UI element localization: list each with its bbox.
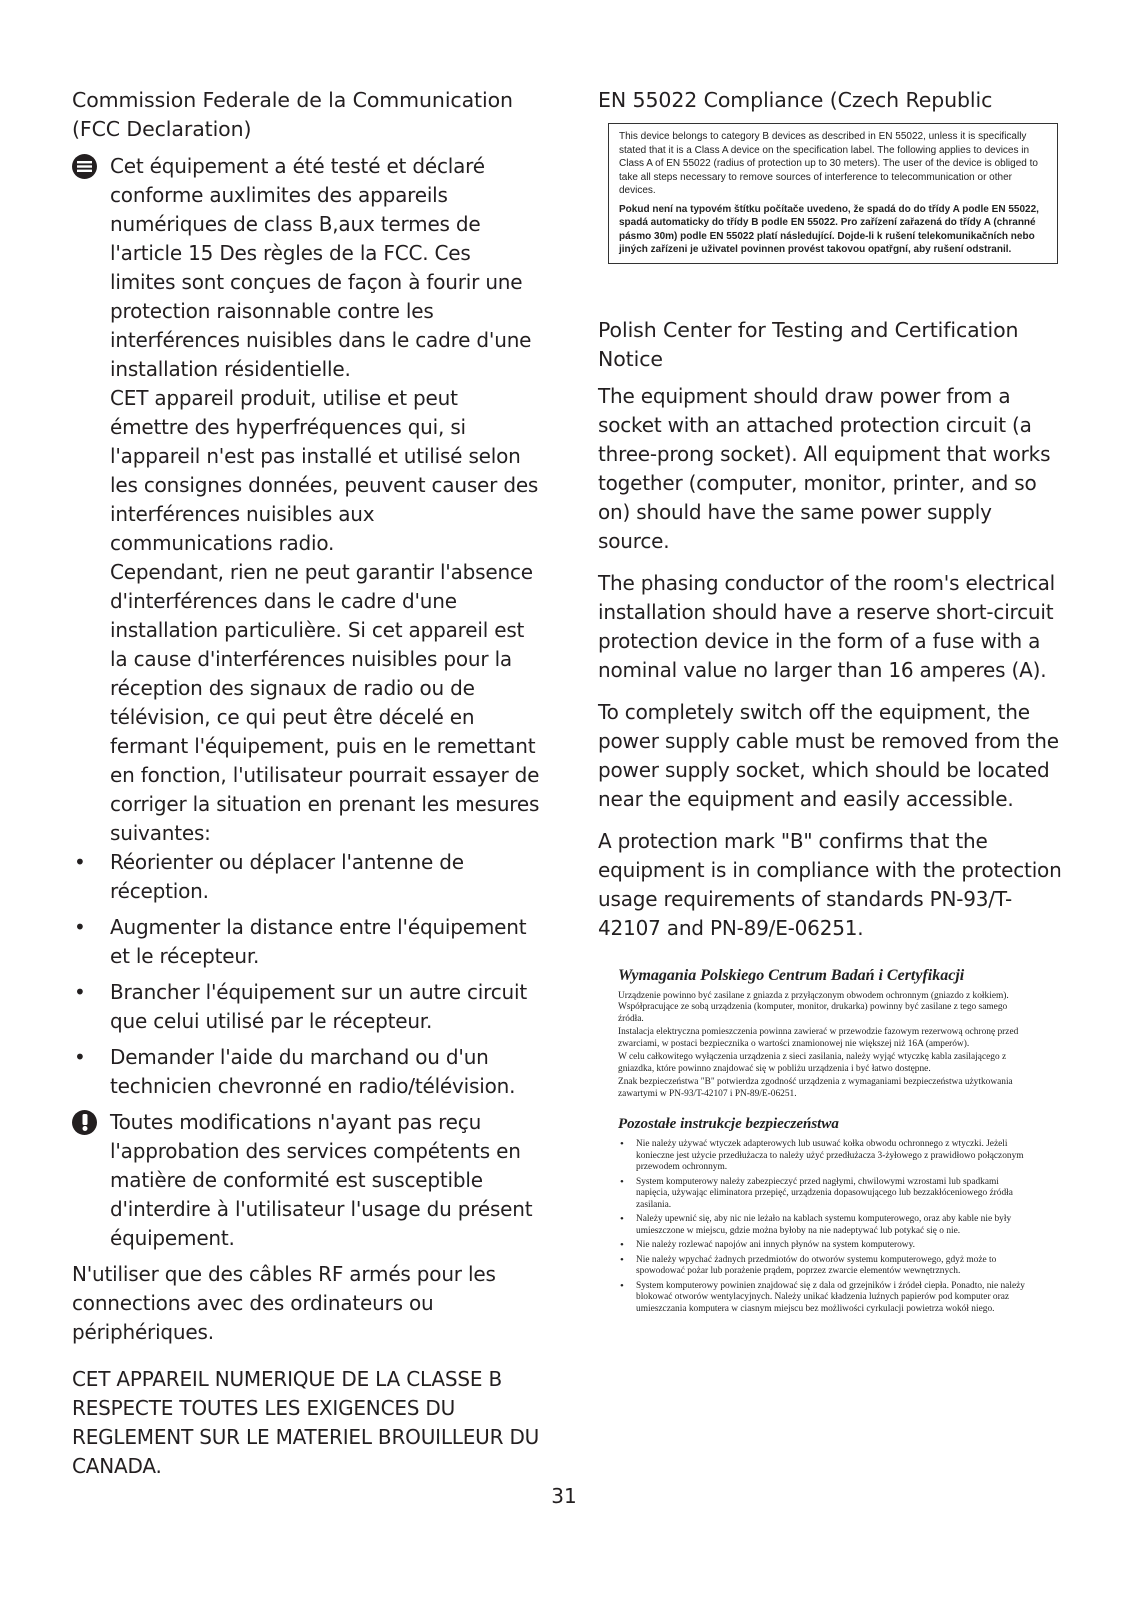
bullet-marker: • [74, 1045, 86, 1069]
left-column [72, 86, 542, 1481]
cable-note: N'utiliser que des câbles RF armés pour les connections avec des ordinateurs ou périphériques. [72, 1262, 496, 1344]
polish-paragraph: The phasing conductor of the room's electrical installation should have a reserve short-circuit protection device in the form of a fuse with a nominal value no larger than 16 amperes (A). [598, 570, 1056, 682]
polish-box-paragraph: Urządzenie powinno być zasilane z gniazda z przyłączonym obwodem ochronnym (gniazdo z kołkiem). Współpracujące ze sobą urządzenia (komputer, monitor, drukarka) powinny być zasilane z tego samego źródła. [618, 990, 1009, 1024]
list-item: • Nie należy rozlewać napojów ani innych płynów na system komputerowy. [618, 1240, 1028, 1252]
en55022-notice-image [608, 123, 1058, 264]
list-item: • Nie należy wpychać żadnych przedmiotów do otworów systemu komputerowego, gdyż może to spowodować pożar lub porażenie prądem, poprzez zwarcie elementów wewnętrznych. [618, 1255, 1028, 1278]
right-column [598, 86, 1068, 1318]
list-item: • System komputerowy powinien znajdować się z dala od grzejników i źródeł ciepła. Ponadto, nie należy blokować otworów wentylacyjnych. Należy unikać kładzenia luźnych papierów pod komputer oraz umieszczania komputera w ciasnym miejscu bez możliwości cyrkulacji powietrza wokół niego. [618, 1281, 1028, 1316]
bullet-marker: • [74, 850, 86, 874]
fcc-note-text-2: CET appareil produit, utilise et peut émettre des hyperfréquences qui, si l'appareil n'est pas installé et utilisé selon les consignes données, peuvent causer des interférences nuisibles aux communications radio. [110, 386, 539, 555]
list-item: • Nie należy używać wtyczek adapterowych lub usuwać kołka obwodu ochronnego z wtyczki. Jeżeli konieczne jest użycie przedłużacza to należy użyć przedłużacza 3-żyłowego z prawidłowo połączonym przewodem ochronnym. [618, 1139, 1028, 1174]
polish-paragraph: A protection mark "B" confirms that the equipment is in compliance with the protection usage requirements of standards PN-93/T-42107 and PN-89/E-06251. [598, 828, 1062, 940]
canada-statement: CET APPAREIL NUMERIQUE DE LA CLASSE B RESPECTE TOUTES LES EXIGENCES DU REGLEMENT SUR LE MATERIEL BROUILLEUR DU CANADA. [72, 1367, 540, 1478]
list-item: • Augmenter la distance entre l'équipement et le récepteur. [74, 915, 527, 968]
polish-box-paragraph: Instalacja elektryczna pomieszczenia powinna zawierać w przewodzie fazowym rezerwową ochronę przed zwarciami, w postaci bezpiecznika o wartości znamionowej nie większej niż 16A (amperów). [618, 1027, 1019, 1049]
fcc-warning [72, 1108, 542, 1253]
fcc-note-text-3: Cependant, rien ne peut garantir l'absence d'interférences dans le cadre d'une installation particulière. Si cet appareil est la cause d'interférences nuisibles pour la réception des signaux de radio ou de télévision, ce qui peut être décelé en fermant l'équipement, puis en le remettant en fonction, l'utilisateur pourrait essayer de corriger la situation en prenant les mesures suivantes: [110, 560, 540, 845]
polish-paragraph: The equipment should draw power from a socket with an attached protection circuit (a three-prong socket). All equipment that works together (computer, monitor, printer, and so on) should have the same power supply source. [598, 383, 1051, 553]
list-item: • System komputerowy należy zabezpieczyć przed nagłymi, chwilowymi wzrostami lub spadkami napięcia, używając eliminatora przepięć, urządzenia dopasowującego lub bezzakłóceniowego źródła zasilania. [618, 1177, 1028, 1212]
page-number: 31 [551, 1484, 577, 1508]
en55022-czech-text: Pokud není na typovém štítku počítače uvedeno, že spadá do do třídy A podle EN 55022, spadá automaticky do třídy B podle EN 55022. Pro zařízení zařazená do třídy A (chranné pásmo 30m) podle EN 55022 platí následující. Dojde-li k rušení telekomunikačních nebo jiných zařízeni je uživatel povinnen provést takovou opatřgní, aby rušení odstranil. [619, 203, 1039, 255]
polish-box-title: Wymagania Polskiego Centrum Badań i Certyfikacji [618, 966, 965, 984]
note-icon [72, 154, 97, 179]
bullet-marker: • [74, 980, 86, 1004]
en55022-english-text: This device belongs to category B devices as described in EN 55022, unless it is specifically stated that it is a Class A device on the specification label. The following applies to devices in Class A of EN 55022 (radius of protection up to 30 meters). The user of the device is obliged to take all steps necessary to remove sources of interference to telecommunication or other devices. [619, 131, 1038, 196]
fcc-warning-text: Toutes modifications n'ayant pas reçu l'approbation des services compétents en matière de conformité est susceptible d'interdire à l'utilisateur l'usage du présent équipement. [110, 1110, 533, 1250]
polish-center-heading: Polish Center for Testing and Certification Notice [598, 317, 1019, 371]
fcc-heading: Commission Federale de la Communication (FCC Declaration) [72, 88, 513, 141]
polish-paragraph: To completely switch off the equipment, the power supply cable must be removed from the power supply socket, which should be located near the equipment and easily accessible. [598, 699, 1059, 811]
fcc-note-text-1: Cet équipement a été testé et déclaré conforme auxlimites des appareils numériques de class B,aux termes de l'article 15 Des règles de la FCC. Ces limites sont conçues de façon à fourir une protection raisonnable contre les interférences nuisibles dans le cadre d'une installation résidentielle. [110, 154, 532, 381]
polish-box-subtitle: Pozostałe instrukcje bezpieczeństwa [618, 1116, 839, 1132]
list-item: • Demander l'aide du marchand ou d'un technicien chevronné en radio/télévision. [74, 1045, 516, 1098]
list-item: • Brancher l'équipement sur un autre circuit que celui utilisé par le récepteur. [74, 980, 527, 1033]
warning-icon [72, 1110, 97, 1135]
polish-requirements-image [618, 967, 1028, 1316]
fcc-measures-list [72, 848, 542, 1101]
list-item: • Réorienter ou déplacer l'antenne de réception. [74, 850, 464, 903]
polish-box-paragraph: W celu całkowitego wyłączenia urządzenia z sieci zasilania, należy wyjąć wtyczkę kabla zasilającego z gniazdka, które powinno znajdować się w pobliżu urządzenia i być łatwo dostępne. [618, 1052, 1007, 1074]
list-item: • Należy upewnić się, aby nic nie leżało na kablach systemu komputerowego, oraz aby kable nie były umieszczone w miejscu, gdzie można byłoby na nie nadeptywać lub potykać się o nie. [618, 1214, 1028, 1237]
fcc-note [72, 152, 542, 848]
polish-box-list [618, 1139, 1028, 1315]
en55022-heading: EN 55022 Compliance (Czech Republic [598, 88, 993, 112]
bullet-marker: • [74, 915, 86, 939]
polish-box-paragraph: Znak bezpieczeństwa "B" potwierdza zgodność urządzenia z wymaganiami bezpieczeństwa użytkowania zawartymi w PN-93/T-42107 i PN-89/E-06251. [618, 1077, 1013, 1099]
